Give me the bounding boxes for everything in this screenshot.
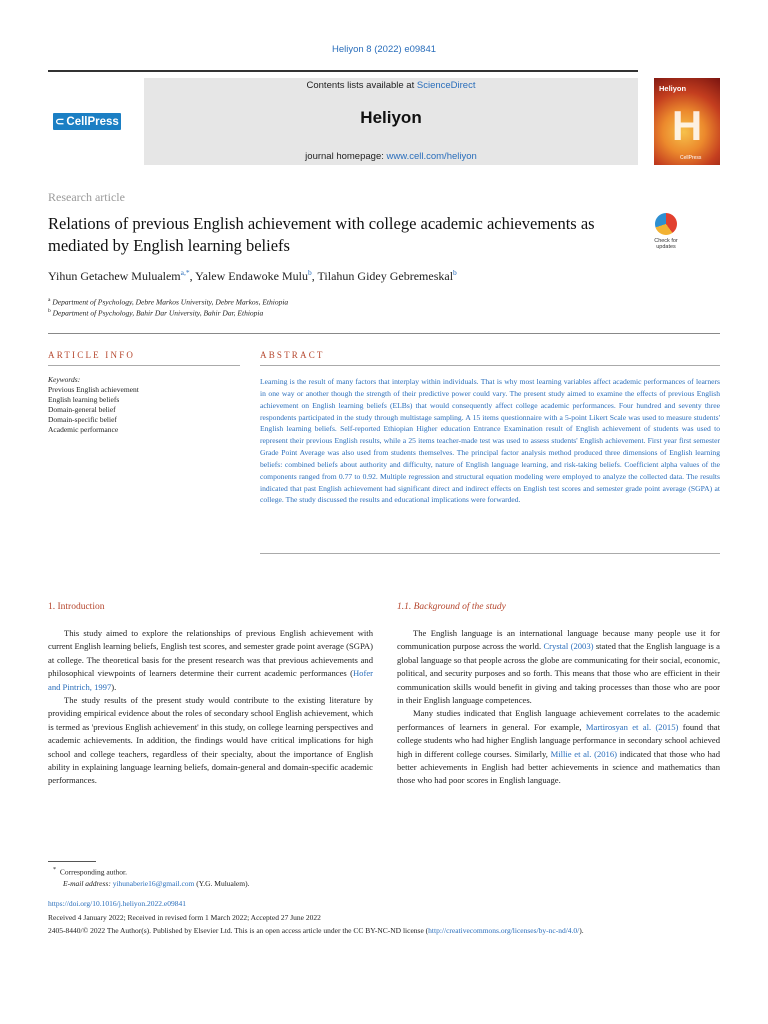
cover-title: Heliyon [659, 84, 687, 93]
homepage-line: journal homepage: www.cell.com/heliyon [305, 151, 477, 162]
journal-reference[interactable]: Heliyon 8 (2022) e09841 [331, 44, 437, 55]
author-name[interactable]: Yalew Endawoke Mulu [195, 269, 308, 283]
citation-link[interactable]: Crystal (2003) [543, 641, 594, 652]
divider [260, 553, 720, 554]
divider [260, 365, 720, 366]
paragraph: The study results of the present study would contribute to the existing literature by providing empirical evidence about the roles of secondary school English achievement, which is termed as 'previous English achievement' in this study, on college learning perspectives and academic achievements. In addition, the findings would have critical implications for high school and college teachers, regardless of their specialty, about the importance of English ability in explaining language learning beliefs, domain-general and domain-specific academic performances. [48, 695, 373, 786]
cellpress-logo-text: CellPress [66, 115, 119, 128]
journal-name: Heliyon [360, 108, 422, 127]
body-column-left [48, 627, 373, 788]
article-info-label: ARTICLE INFO [48, 350, 136, 360]
keyword: Academic performance [48, 425, 119, 434]
paragraph: Many studies indicated that English language achievement correlates to the academic performances of learners in general. For example, Martirosyan et al. (2015) found that college students who had higher English language performance in secondary school achieved high in different college courses. Similarly, Millie et al. (2016) indicated that those who had better achievements in English had better achievements in science and mathematics than those who had poor scores in English language. [397, 708, 721, 786]
article-type: Research article [48, 190, 125, 204]
author-name[interactable]: Tilahun Gidey Gebremeskal [317, 269, 454, 283]
author-affiliation-mark[interactable]: b [307, 268, 312, 277]
keyword: Domain-specific belief [48, 415, 117, 424]
divider [48, 365, 240, 366]
affiliation: $^b$ Department of Psychology, Bahir Dar University, Bahir Dar, Ethiopia [48, 308, 264, 318]
affiliation: $^a$ Department of Psychology, Debre Markos University, Debre Markos, Ethiopia [48, 297, 289, 307]
author-name[interactable]: Yihun Getachew Mulualem [48, 269, 181, 283]
keyword: Previous English achievement [48, 385, 139, 394]
check-for-updates-button[interactable] [644, 213, 686, 255]
citation-link[interactable]: Martirosyan et al. (2015) [585, 721, 679, 732]
cellpress-logo[interactable] [53, 113, 121, 130]
paragraph: The English language is an international language because many people use it for communication purpose across the world. Crystal (2003) stated that the English language is a global language so that people across the globe are communicating for their social, economic, political, and security purposes and so forth. This means that those who are efficient in their communication skills would benefit in giving and taking processes than those who are poor in their English language competences. [397, 628, 720, 706]
contents-line: Contents lists available at ScienceDirect [306, 80, 476, 91]
author-affiliation-mark[interactable]: b [453, 268, 457, 277]
paragraph: This study aimed to explore the relationships of previous English achievement with current English learning beliefs, English test scores, and semester grade point average (SGPA) at college. The theoretical basis for the present research was that previous achievements and philosophical viewpoints of learners determine their current academic performances (Hofer and Pintrich, 1997). [48, 628, 373, 692]
license-link[interactable]: http://creativecommons.org/licenses/by-nc-nd/4.0/ [428, 926, 580, 935]
email-link[interactable]: yihunaberie16@gmail.com [112, 879, 195, 888]
license-note: 2405-8440/© 2022 The Author(s). Published by Elsevier Ltd. This is an open access article under the CC BY-NC-ND license (http://creativecommons.org/licenses/by-nc-nd/4.0/). [48, 926, 584, 935]
check-updates-icon [655, 213, 677, 235]
cover-letter: H [671, 102, 703, 149]
author-affiliation-mark[interactable]: a,* [180, 268, 190, 277]
citation-link[interactable]: Millie et al. (2016) [550, 748, 618, 759]
cellpress-leaf-icon: ⊂ [55, 116, 65, 128]
email-note: E-mail address: yihunaberie16@gmail.com (Y.G. Mulualem). [63, 879, 250, 888]
citation-link[interactable]: Hofer and Pintrich, 1997 [48, 668, 373, 692]
abstract-text: Learning is the result of many factors that interplay within individuals. That is why most learning variables affect academic performances of learners in one way or another though the strength of their predictive power could vary. The present study aimed to examine the effects of previous English achievement on English learning beliefs (ELBs) that would consequently affect college academic performances. Four hundred and seventy three respondents participated in the study through multistage sampling. A 15 items questionnaire with a 5-point Likert Scale was used to measure students' English learning beliefs. Self-reported Ethiopian Higher education Entrance Examination result of English achievement of students was used to represent their previous English results, while a 25 items teacher-made test was used to assess students' English achievement. First year first semester Grade Point Average was also used from students themselves. The principal factor analysis method produced three dimensions of English learning beliefs: combined beliefs about authority and difficulty, nature of English language learning, and risk-taking beliefs. Coefficient alpha values of the components ranged from 0.77 to 0.92. Multiple regression and structural equation modeling were employed to analyze the collected data. The results indicated that past English achievement had significant direct and indirect effects on English test scores and semester grade point average (SGPA) at college. The study discussed the results and educational implications were forwarded. [260, 377, 720, 505]
keyword: Domain-general belief [48, 405, 116, 414]
section-heading-introduction: 1. Introduction [48, 602, 105, 612]
check-updates-label: Check for updates [654, 238, 678, 250]
footnote-rule [48, 861, 96, 862]
received-dates: Received 4 January 2022; Received in revised form 1 March 2022; Accepted 27 June 2022 [48, 913, 321, 922]
body-column-right [397, 627, 720, 788]
sciencedirect-link[interactable]: ScienceDirect [416, 80, 476, 91]
keywords-list [48, 385, 139, 435]
doi-link[interactable]: https://doi.org/10.1016/j.heliyon.2022.e09841 [48, 899, 186, 908]
divider [48, 333, 720, 334]
header-rule [48, 70, 638, 72]
homepage-link[interactable]: www.cell.com/heliyon [386, 151, 477, 162]
corresponding-author-note: * Corresponding author. [53, 866, 127, 877]
author-list: Yihun Getachew Mulualem$^{a,*}$, Yalew Endawoke Mulu$^b$, Tilahun Gidey Gebremeskal$^b$ [48, 268, 457, 283]
keyword: English learning beliefs [48, 395, 120, 404]
abstract-label: ABSTRACT [260, 350, 325, 360]
section-heading-background: 1.1. Background of the study [397, 602, 506, 612]
keywords-label: Keywords: [48, 375, 81, 384]
cover-publisher: CellPress [680, 155, 702, 161]
article-title: Relations of previous English achievement with college academic achievements as mediated by English learning beliefs [48, 214, 595, 255]
